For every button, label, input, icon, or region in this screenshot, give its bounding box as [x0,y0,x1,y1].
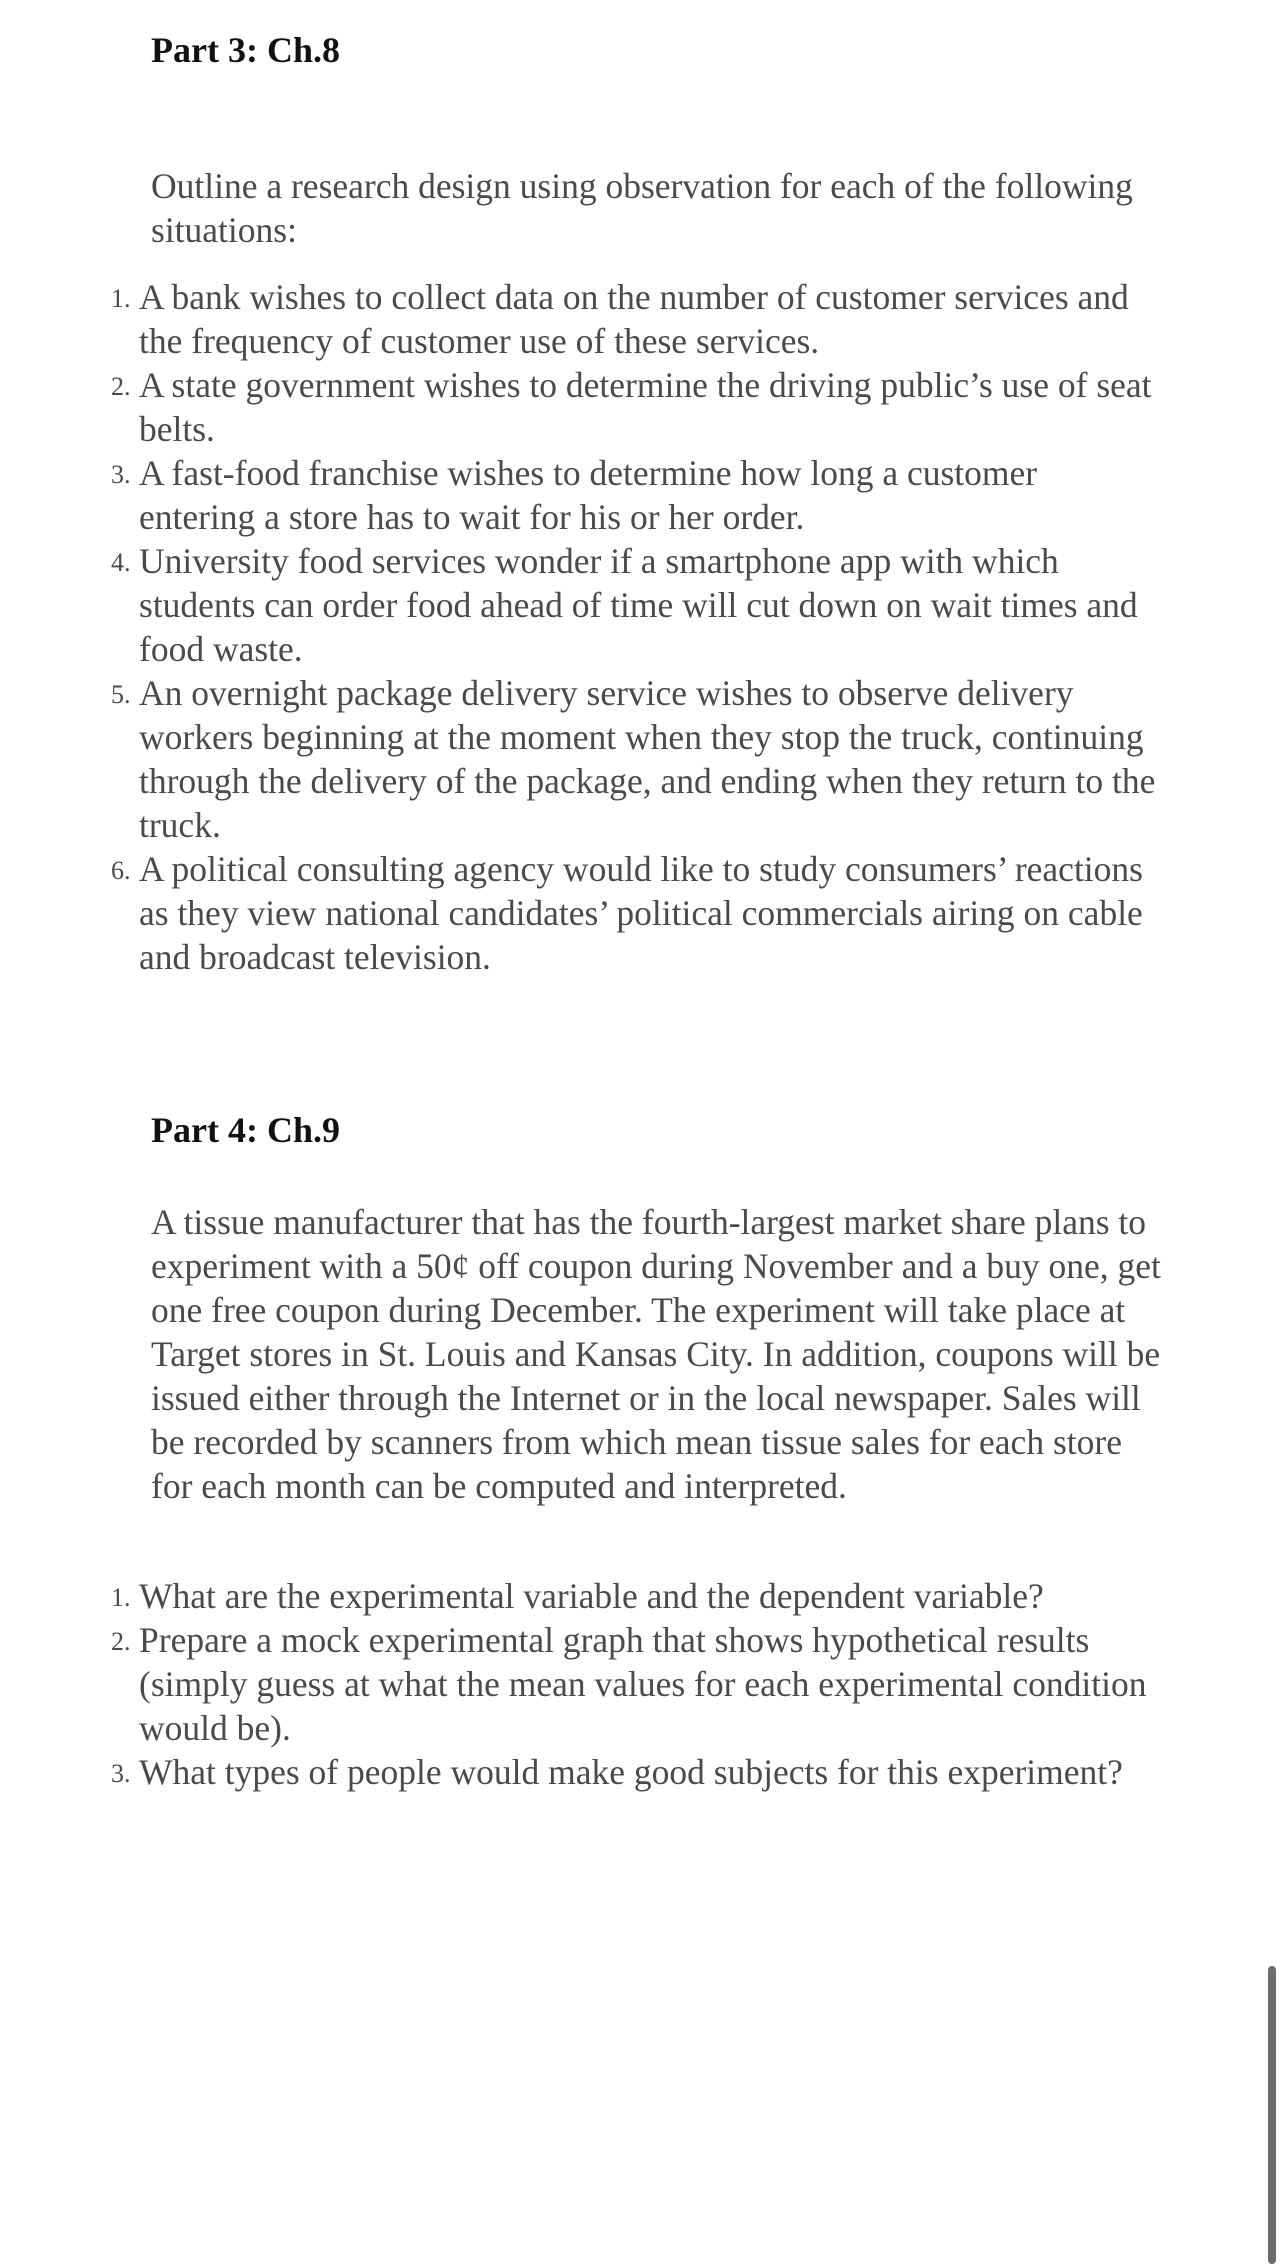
list-item [0,1618,1171,1750]
item-number: 6. [111,856,131,885]
part3-question-list [0,275,1200,979]
part4-heading: Part 4: Ch.9 [151,1110,340,1150]
item-number: 3. [111,460,131,489]
item-text: A fast-food franchise wishes to determine how long a customer entering a store has to wait for his or her order. [139,453,1038,537]
part3-heading: Part 3: Ch.8 [151,30,340,70]
item-number: 2. [111,1627,131,1656]
part4-question-list [0,1574,1200,1794]
item-text: An overnight package delivery service wishes to observe delivery workers beginning at the moment when they stop the truck, continuing through the delivery of the package, and ending when they return to the truck. [139,673,1156,845]
list-item [0,1750,1171,1794]
list-item [0,847,1171,979]
list-item [0,451,1171,539]
item-text: What are the experimental variable and the dependent variable? [139,1576,1044,1616]
item-text: University food services wonder if a smartphone app with which students can order food ahead of time will cut down on wait times and food waste. [139,541,1138,669]
item-number: 5. [111,680,131,709]
item-number: 2. [111,372,131,401]
list-item [0,539,1171,671]
part4-intro: A tissue manufacturer that has the fourth-largest market share plans to experiment with a 50¢ off coupon during November and a buy one, get one free coupon during December. The experiment will take place at Target stores in St. Louis and Kansas City. In addition, coupons will be issued either through the Internet or in the local newspaper. Sales will be recorded by scanners from which mean tissue sales for each store for each month can be computed and interpreted. [151,1202,1161,1506]
item-number: 1. [111,1583,131,1612]
list-item [0,671,1171,847]
list-item [0,1574,1171,1618]
scrollbar[interactable] [1268,1966,1276,2264]
item-number: 4. [111,548,131,577]
item-text: A bank wishes to collect data on the number of customer services and the frequency of customer use of these services. [139,277,1129,361]
item-text: Prepare a mock experimental graph that shows hypothetical results (simply guess at what the mean values for each experimental condition would be). [139,1620,1147,1748]
item-number: 3. [111,1759,131,1788]
item-text: A political consulting agency would like to study consumers’ reactions as they view national candidates’ political commercials airing on cable and broadcast television. [139,849,1143,977]
item-number: 1. [111,284,131,313]
item-text: What types of people would make good subjects for this experiment? [139,1752,1123,1792]
list-item [0,363,1171,451]
item-text: A state government wishes to determine the driving public’s use of seat belts. [139,365,1152,449]
list-item [0,275,1171,363]
part3-intro: Outline a research design using observation for each of the following situations: [151,166,1133,250]
